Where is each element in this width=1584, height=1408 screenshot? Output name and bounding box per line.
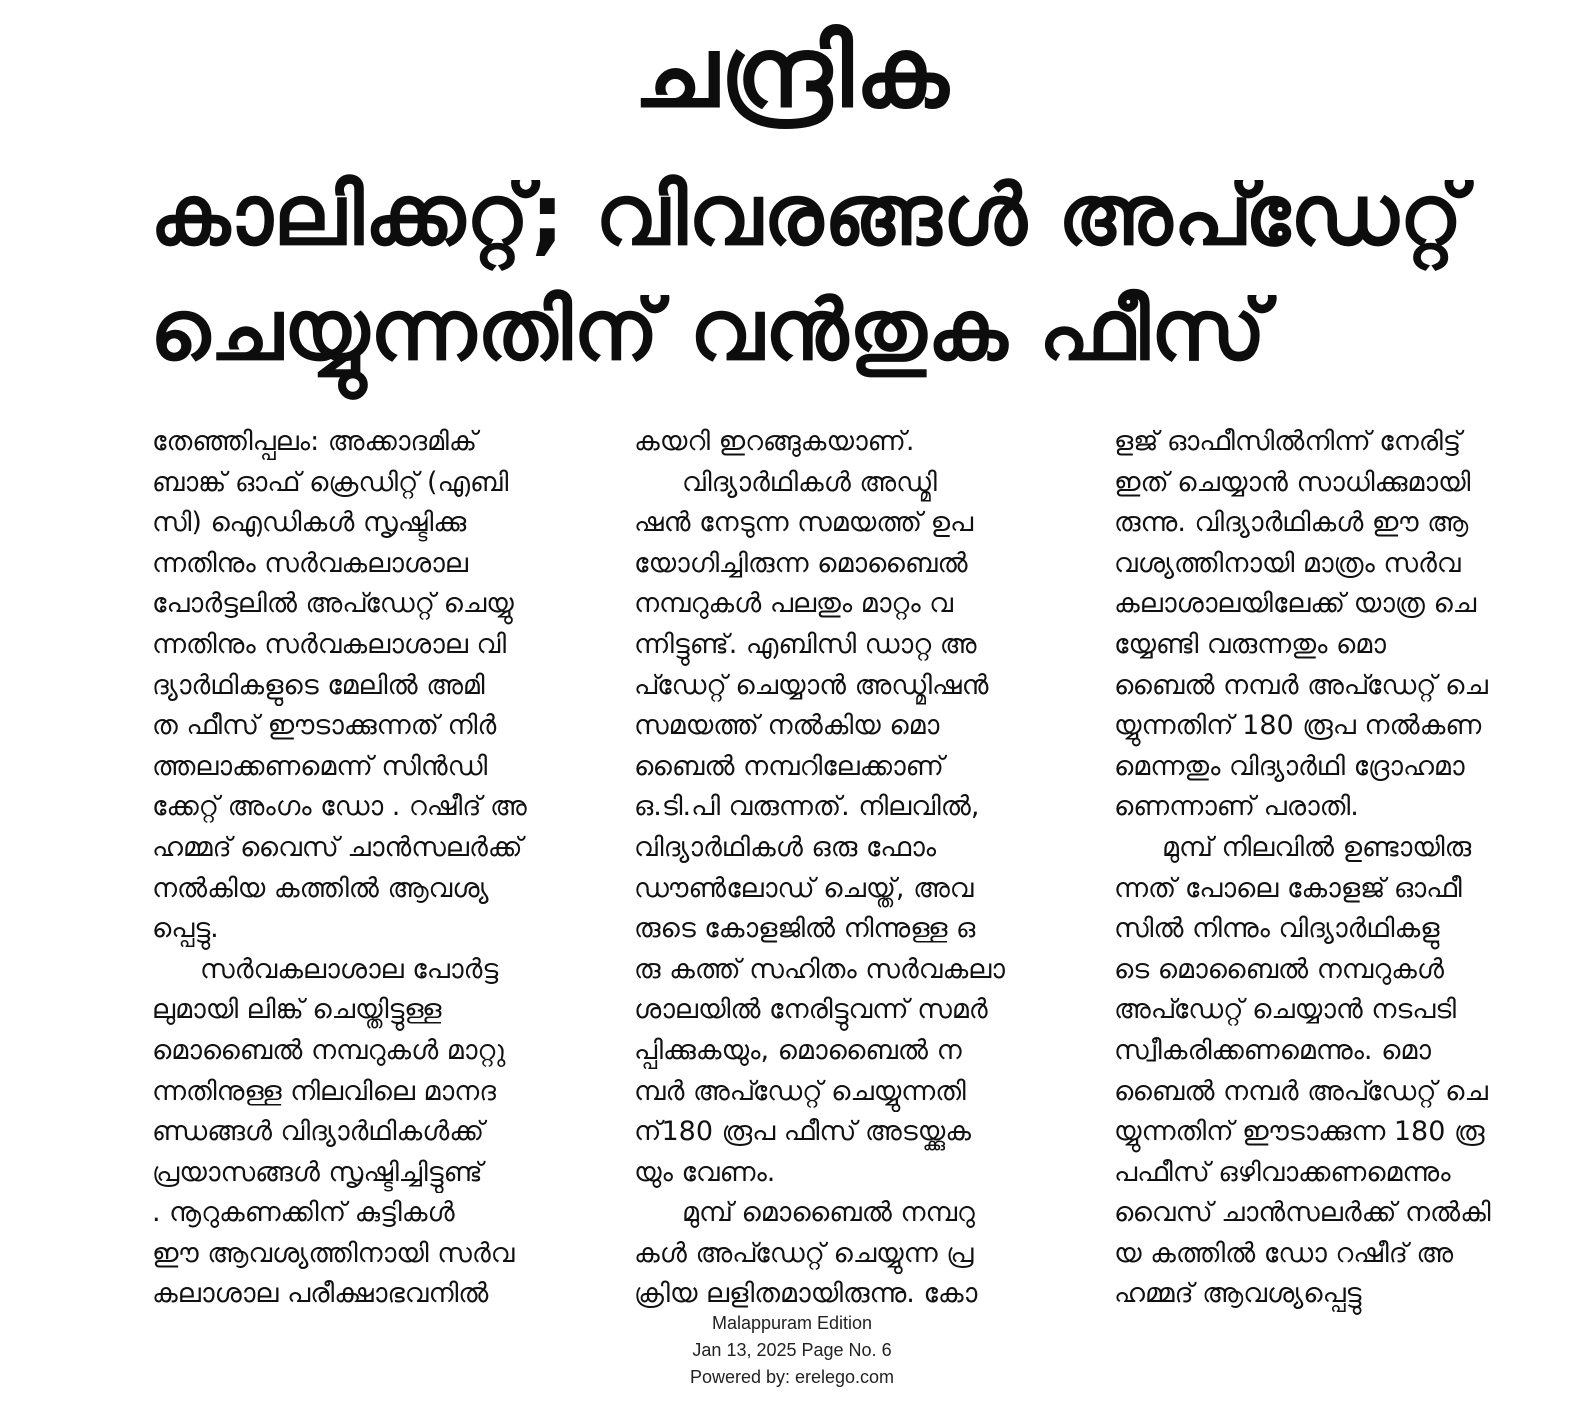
article-text-line: ഈ ആവശ്യത്തിനായി സർവ (152, 1237, 515, 1269)
article-text-line: ണ്ഡങ്ങൾ വിദ്യാർഥികൾക്ക് (152, 1116, 485, 1148)
article-text-line: ന്നിട്ടുണ്ട്. എബിസി ഡാറ്റ അ (634, 628, 977, 660)
article-text-line: ന്നതിനും സർവകലാശാല (152, 547, 468, 579)
article-text-line: ക്കേറ്റ് അംഗം ഡോ . റഷീദ് അ (152, 791, 527, 823)
article-text-line: വിദ്യാർഥികൾ അഡ്മി (682, 466, 937, 498)
newspaper-masthead: ചന്ദ്രിക (633, 16, 951, 130)
headline-line-2: ചെയ്യുന്നതിന് വൻതുക ഫീസ് (150, 281, 1267, 379)
article-text-line: ഷൻ നേടുന്ന സമയത്ത് ഉപ (634, 507, 974, 539)
article-text-line: യ്യുന്നതിന് 180 രൂപ നൽകണ (1114, 710, 1482, 742)
article-text-line: നൽകിയ കത്തിൽ ആവശ്യ (152, 872, 489, 904)
article-text-line: ബൈൽ നമ്പർ അപ്ഡേറ്റ് ചെ (1114, 669, 1488, 701)
article-text-line: കലാശാല പരീക്ഷാഭവനിൽ (152, 1278, 489, 1310)
article-text-line: ടെ മൊബൈൽ നമ്പറുകൾ (1114, 953, 1444, 985)
article-text-line: ഡൗൺലോഡ് ചെയ്ത്, അവ (634, 872, 974, 904)
article-text-line: പഫീസ് ഒഴിവാക്കണമെന്നും (1114, 1156, 1451, 1188)
article-text-line: ന്നത് പോലെ കോളജ് ഓഫീ (1114, 872, 1462, 904)
article-text-line: ത്തലാക്കണമെന്ന് സിൻഡി (152, 750, 488, 782)
article-text-line: ഒ.ടി.പി വരുന്നത്. നിലവിൽ, (634, 791, 980, 823)
article-text-line: വൈസ് ചാൻസലർക്ക് നൽകി (1114, 1197, 1491, 1229)
article-text-line: യ്യേണ്ടി വരുന്നതും മൊ (1114, 628, 1386, 660)
article-text-line: ലുമായി ലിങ്ക് ചെയ്തിട്ടുള്ള (152, 994, 442, 1026)
article-text-line: പ്പെട്ടു. (152, 913, 219, 945)
article-text-line: ഹമ്മദ് ആവശ്യപ്പെട്ടു (1114, 1278, 1362, 1310)
article-text-line: സിൽ നിന്നും വിദ്യാർഥികളു (1114, 913, 1440, 945)
article-text-line: സമയത്ത് നൽകിയ മൊ (634, 710, 940, 742)
page-footer (0, 1310, 1584, 1391)
article-column-1 (152, 422, 582, 1315)
article-text-line: ത ഫീസ് ഈടാക്കുന്നത് നിർ (152, 710, 497, 742)
article-text-line: മൊബൈൽ നമ്പറുകൾ മാറ്റു (152, 1034, 506, 1066)
article-text-line: വശ്യത്തിനായി മാത്രം സർവ (1114, 547, 1461, 579)
article-text-line: മുമ്പ് നിലവിൽ ഉണ്ടായിരു (1162, 831, 1472, 863)
article-text-line: മെന്നതും വിദ്യാർഥി ദ്രോഹമാ (1114, 750, 1465, 782)
article-text-line: അപ്ഡേറ്റ് ചെയ്യാൻ നടപടി (1114, 994, 1457, 1026)
article-text-line: ഇത് ചെയ്യാൻ സാധിക്കുമായി (1114, 466, 1471, 498)
article-text-line: കയറി ഇറങ്ങുകയാണ്. (634, 426, 915, 457)
article-text-line: സി) ഐഡികൾ സൃഷ്ടിക്കു (152, 507, 467, 539)
article-text-line: മ്പർ അപ്ഡേറ്റ് ചെയ്യുന്നതി (634, 1075, 966, 1107)
article-headline (150, 158, 1550, 388)
article-text-line: രുടെ കോളജിൽ നിന്നുള്ള ഒ (634, 913, 976, 945)
article-column-3 (1114, 422, 1544, 1315)
article-text-line: ബൈൽ നമ്പറിലേക്കാണ് (634, 750, 944, 782)
article-text-line: ബാങ്ക് ഓഫ് ക്രെഡിറ്റ് (എബി (152, 466, 509, 498)
article-text-line: ഹമ്മദ് വൈസ് ചാൻസലർക്ക് (152, 831, 523, 863)
article-text-line: ബൈൽ നമ്പർ അപ്ഡേറ്റ് ചെ (1114, 1075, 1488, 1107)
article-text-line: സ്വീകരിക്കണമെന്നും. മൊ (1114, 1034, 1431, 1066)
article-text-line: കലാശാലയിലേക്ക് യാത്ര ചെ (1114, 588, 1477, 620)
powered-by-label: Powered by: erelego.com (689, 1367, 895, 1387)
article-text-line: പ്ഡേറ്റ് ചെയ്യാൻ അഡ്മിഷൻ (634, 669, 989, 701)
article-text-line: രു കത്ത് സഹിതം സർവകലാ (634, 953, 1005, 985)
article-text-line: പ്പിക്കുകയും, മൊബൈൽ ന (634, 1034, 962, 1066)
article-text-line: ക്രിയ ലളിതമായിരുന്നു. കോ (634, 1278, 978, 1310)
article-column-2 (634, 422, 1064, 1315)
article-text-line: ളജ് ഓഫീസിൽനിന്ന് നേരിട്ട് (1114, 426, 1462, 457)
article-text-line: യോഗിച്ചിരുന്ന മൊബൈൽ (634, 547, 968, 579)
article-text-line: മുമ്പ് മൊബൈൽ നമ്പറു (682, 1197, 975, 1229)
article-text-line: രുന്നു. വിദ്യാർഥികൾ ഈ ആ (1114, 507, 1469, 539)
article-text-line: ശാലയിൽ നേരിട്ടുവന്ന് സമർ (634, 994, 988, 1026)
article-text-line: . നൂറുകണക്കിന് കുട്ടികൾ (152, 1197, 455, 1229)
article-text-line: കൾ അപ്ഡേറ്റ് ചെയ്യുന്ന പ്ര (634, 1237, 974, 1269)
article-text-line: പോർട്ടലിൽ അപ്ഡേറ്റ് ചെയ്യു (152, 588, 514, 620)
article-text-line: തേഞ്ഞിപ്പലം: അക്കാദമിക് (152, 426, 478, 457)
article-text-line: പ്രയാസങ്ങൾ സൃഷ്ടിച്ചിട്ടുണ്ട് (152, 1156, 483, 1188)
article-text-line: യും വേണം. (634, 1156, 776, 1188)
article-text-line: ന്നതിനുള്ള നിലവിലെ മാനദ (152, 1075, 496, 1107)
article-text-line: വിദ്യാർഥികൾ ഒരു ഫോം (634, 831, 937, 863)
article-text-line: സർവകലാശാല പോർട്ട (200, 953, 499, 985)
article-text-line: ന്നതിനും സർവകലാശാല വി (152, 628, 507, 660)
article-text-line: നമ്പറുകൾ പലതും മാറ്റം വ (634, 588, 953, 620)
edition-label: Malappuram Edition (711, 1313, 873, 1333)
article-text-line: ന്180 രൂപ ഫീസ് അടയ്ക്കുക (634, 1116, 972, 1148)
headline-line-1: കാലിക്കറ്റ്; വിവരങ്ങൾ അപ്ഡേറ്റ് (150, 166, 1464, 264)
article-text-line: യ്യുന്നതിന് ഈടാക്കുന്ന 180 രൂ (1114, 1116, 1485, 1148)
date-page-label: Jan 13, 2025 Page No. 6 (692, 1340, 892, 1360)
article-text-line: ദ്യാർഥികളുടെ മേലിൽ അമി (152, 669, 485, 701)
article-text-line: ണെന്നാണ് പരാതി. (1114, 791, 1359, 823)
article-text-line: യ കത്തിൽ ഡോ റഷീദ് അ (1114, 1237, 1454, 1269)
